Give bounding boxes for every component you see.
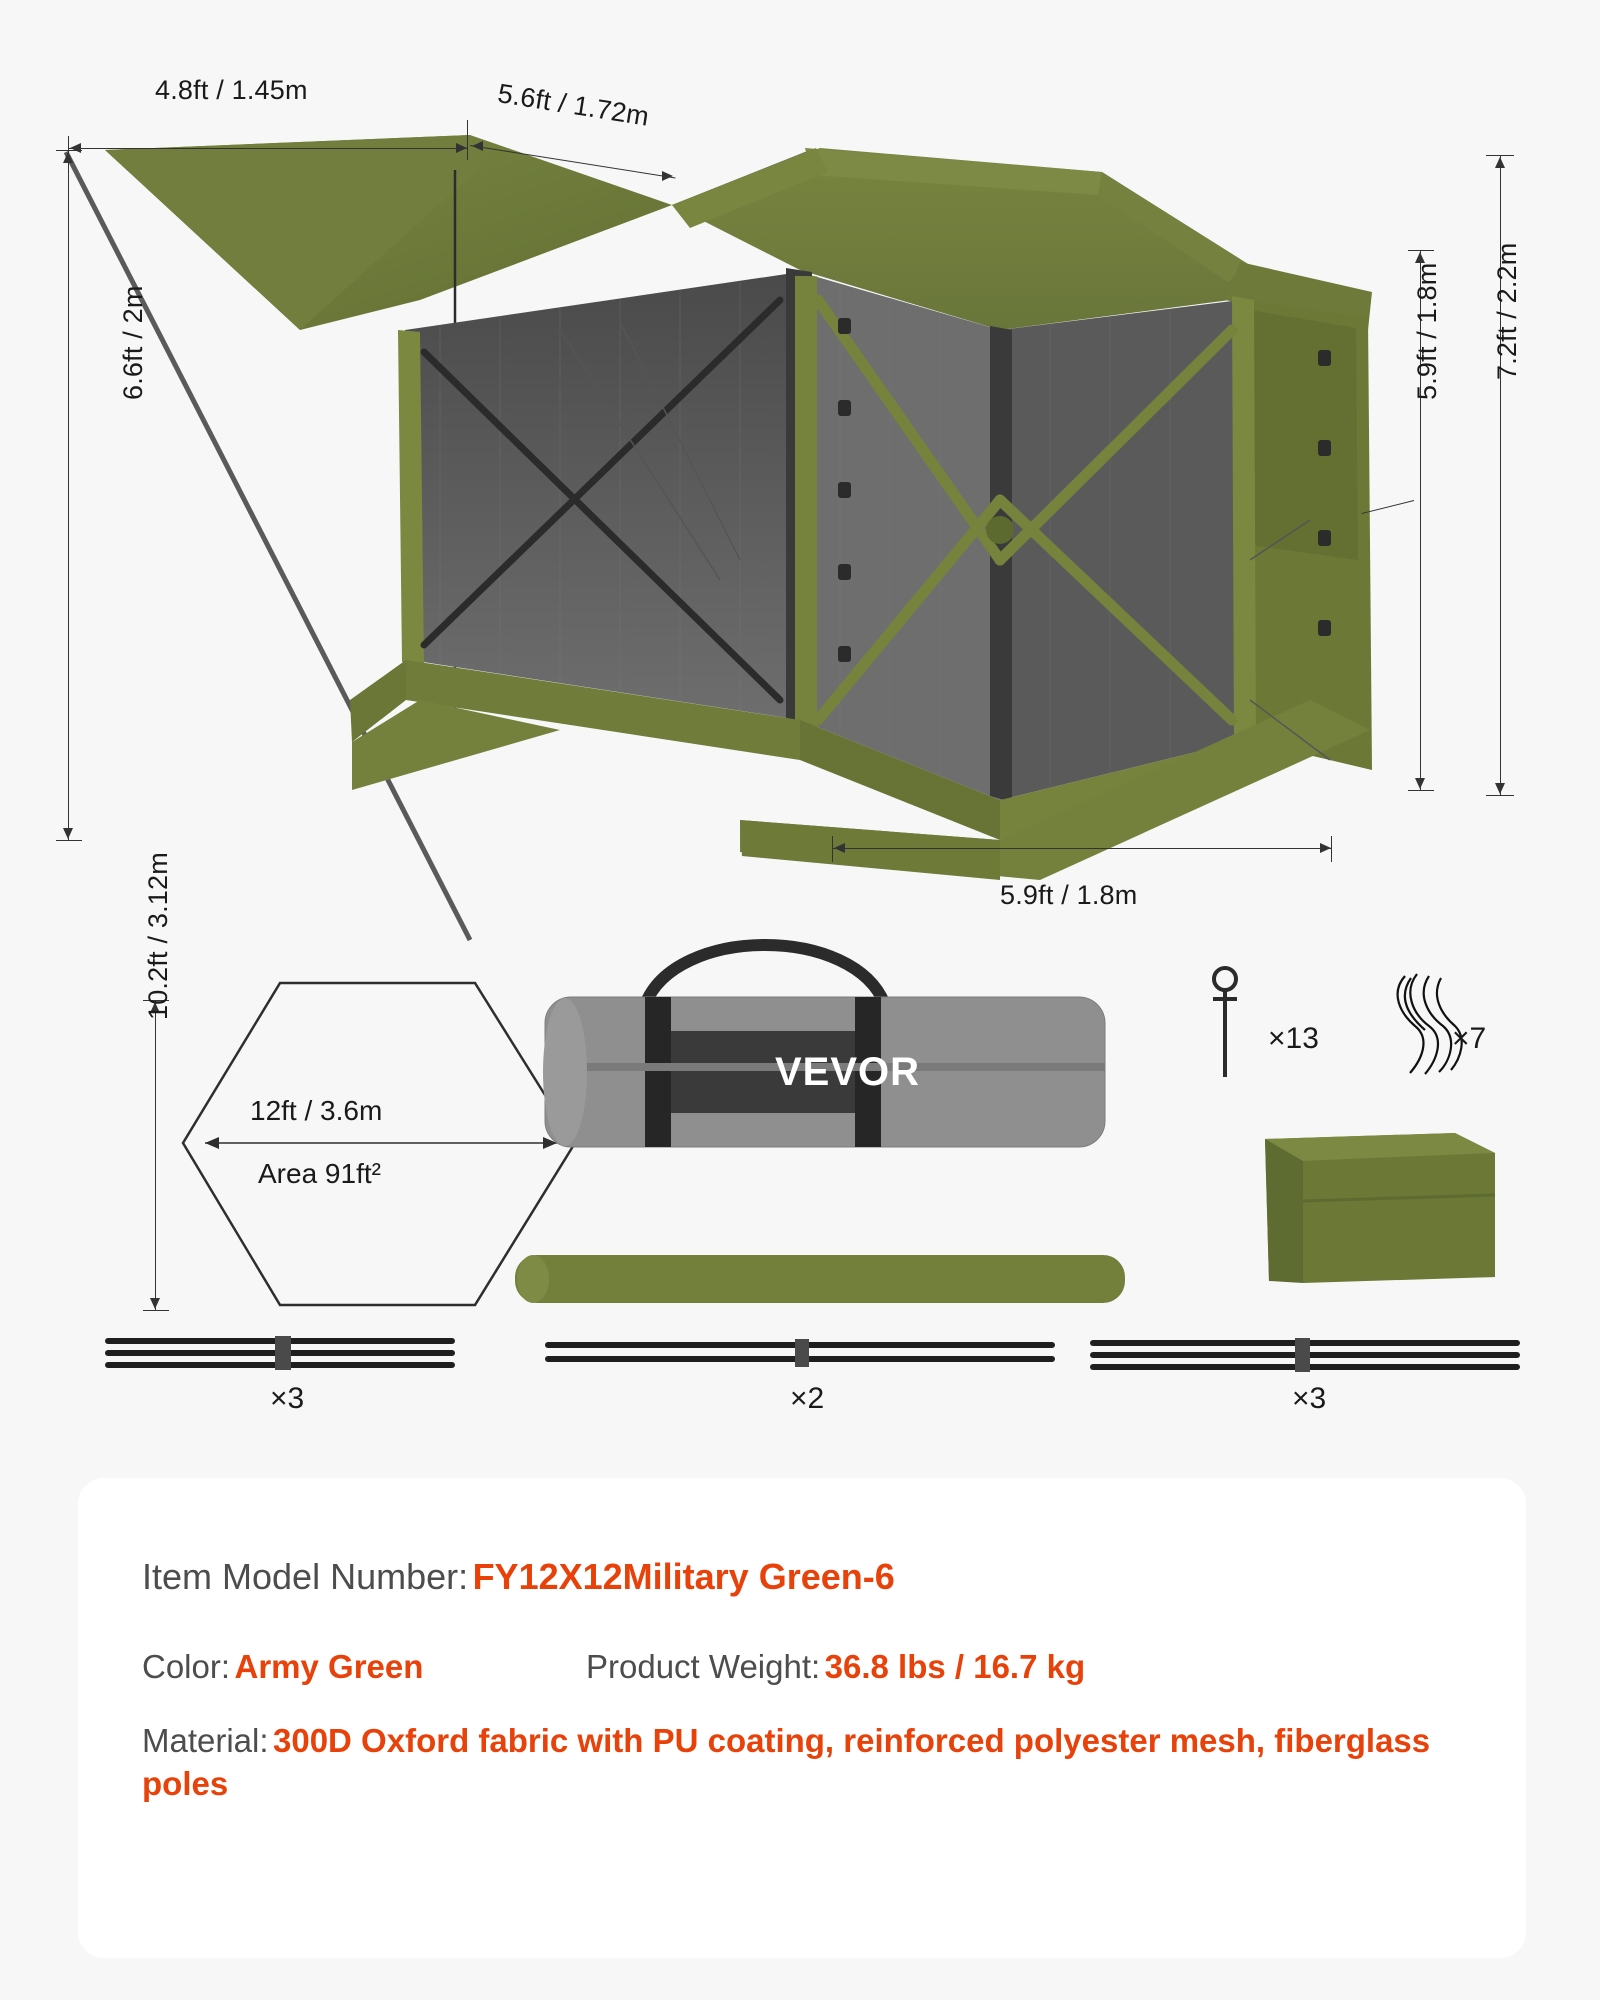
tick xyxy=(143,1310,169,1311)
tick xyxy=(1486,795,1514,796)
model-value: FY12X12Military Green-6 xyxy=(472,1556,895,1597)
material-value: 300D Oxford fabric with PU coating, reinforced polyester mesh, fiberglass poles xyxy=(142,1722,1431,1802)
weight-key: Product Weight: xyxy=(586,1648,821,1685)
dim-awning-depth: 4.8ft / 1.45m xyxy=(155,75,308,105)
material-key: Material: xyxy=(142,1722,269,1759)
tent-drawing xyxy=(0,0,1600,960)
dim-line-awning-depth xyxy=(68,148,468,149)
tick xyxy=(1486,155,1514,156)
bag-brand-label: VEVOR xyxy=(775,1050,921,1094)
arrow xyxy=(1495,157,1505,168)
color-line xyxy=(142,1648,423,1686)
arrow xyxy=(63,828,73,839)
model-line xyxy=(142,1556,895,1598)
arrow xyxy=(1495,783,1505,794)
dim-line-side-width xyxy=(832,848,1332,849)
arrow xyxy=(1415,778,1425,789)
tick xyxy=(56,840,82,841)
material-line xyxy=(142,1720,1472,1806)
dim-peak-height: 7.2ft / 2.2m xyxy=(1492,242,1522,380)
pole-group-short xyxy=(105,1330,465,1380)
color-key: Color: xyxy=(142,1648,231,1685)
pole-group-medium xyxy=(1090,1332,1530,1378)
stake-icon xyxy=(1195,965,1255,1085)
weight-line xyxy=(586,1648,1085,1686)
arrow xyxy=(1415,252,1425,263)
medium-pole-count: ×3 xyxy=(1292,1382,1327,1415)
rope-count: ×7 xyxy=(1452,1022,1487,1055)
footprint-area-label: Area 91ft² xyxy=(258,1158,381,1189)
arrow xyxy=(456,143,467,153)
ground-sheet xyxy=(1255,1105,1505,1295)
tick xyxy=(1408,250,1434,251)
color-value: Army Green xyxy=(234,1648,424,1685)
dim-wall-height: 5.9ft / 1.8m xyxy=(1412,262,1442,400)
tick xyxy=(56,150,82,151)
long-pole-count: ×2 xyxy=(790,1382,825,1415)
tent-illustration xyxy=(0,0,1600,960)
arrow xyxy=(150,1298,160,1309)
stake-bag xyxy=(515,1245,1135,1315)
arrow xyxy=(63,152,73,163)
arrow xyxy=(472,141,483,151)
weight-value: 36.8 lbs / 16.7 kg xyxy=(824,1648,1086,1685)
footprint-width-label: 12ft / 3.6m xyxy=(250,1095,383,1126)
stake-count: ×13 xyxy=(1268,1022,1319,1055)
dim-side-width: 5.9ft / 1.8m xyxy=(1000,880,1138,910)
pole-group-long xyxy=(545,1334,1065,1374)
arrow xyxy=(1320,843,1331,853)
tick xyxy=(467,120,468,160)
dim-line-pole-height xyxy=(68,150,69,840)
dim-pole-height: 6.6ft / 2m xyxy=(118,285,148,400)
short-pole-count: ×3 xyxy=(270,1382,305,1415)
tick xyxy=(832,836,833,862)
arrow xyxy=(834,843,845,853)
tick xyxy=(1408,790,1434,791)
dim-line-footprint-height xyxy=(155,1000,156,1310)
tick xyxy=(1331,836,1332,862)
dim-awning-width: 5.6ft / 1.72m xyxy=(495,78,652,132)
arrow xyxy=(662,171,673,181)
model-key: Item Model Number: xyxy=(142,1556,469,1597)
spec-card xyxy=(78,1478,1526,1958)
dim-footprint-height: 10.2ft / 3.12m xyxy=(143,852,173,1020)
